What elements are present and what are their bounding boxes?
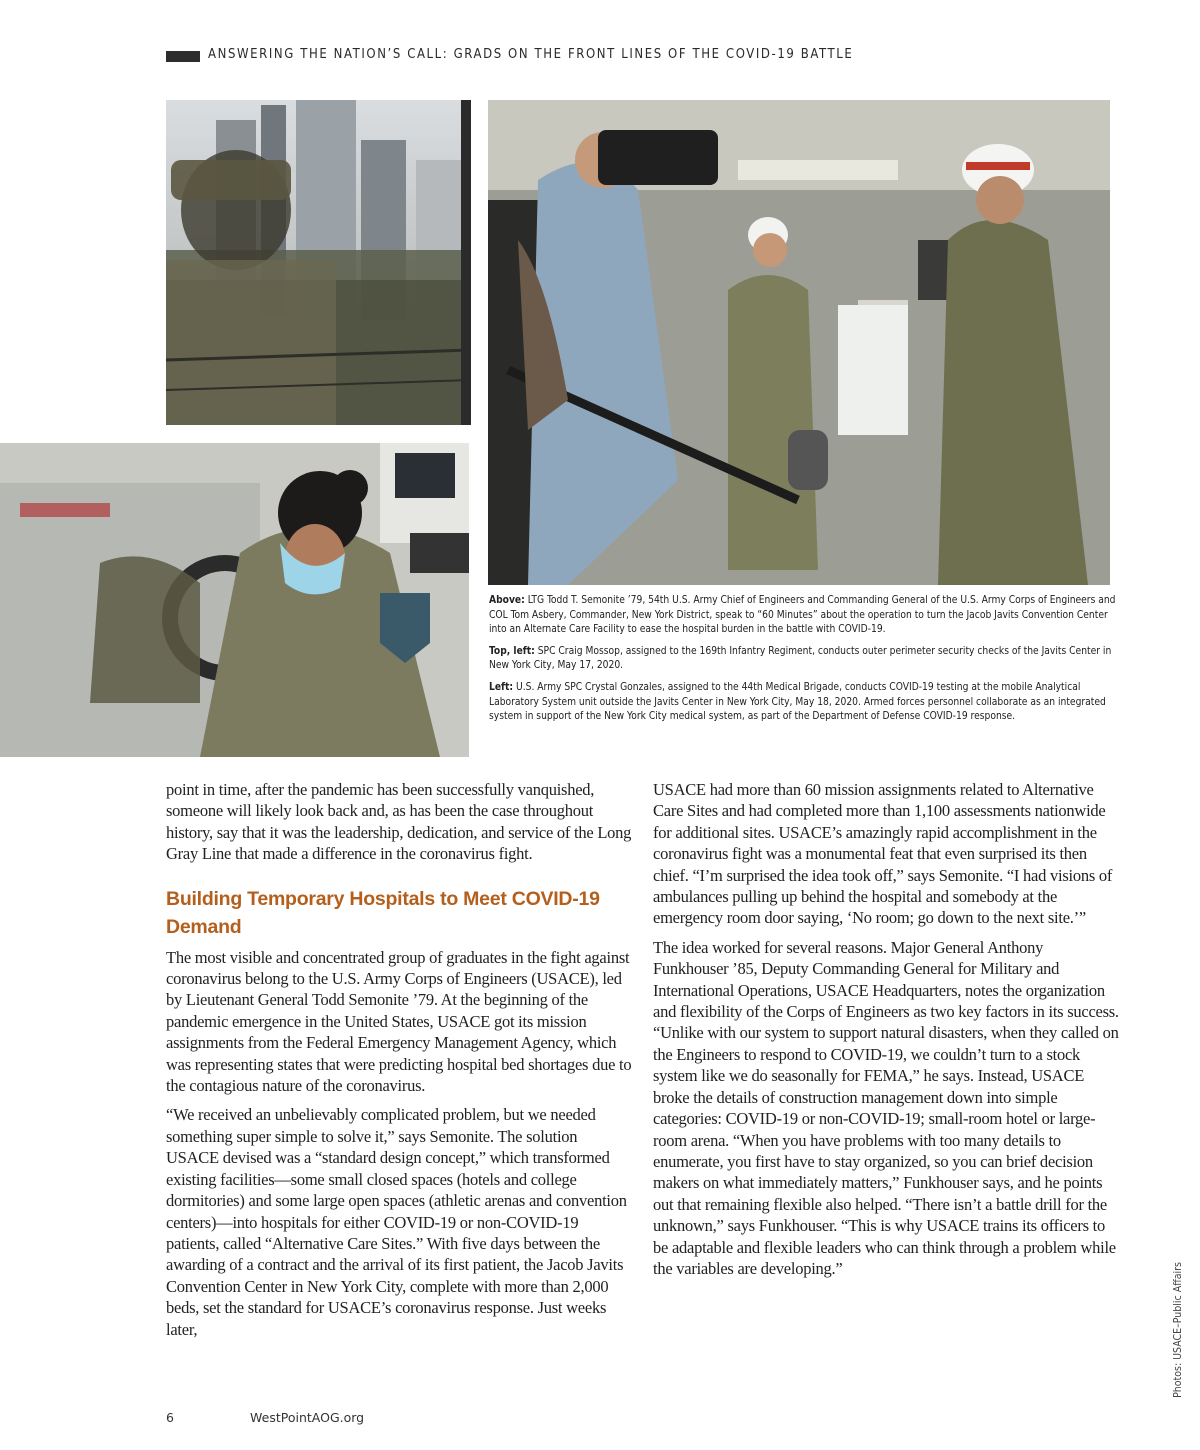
photo-captions [489, 594, 1121, 732]
caption-text: U.S. Army SPC Crystal Gonzales, assigned to the 44th Medical Brigade, conducts COVID-19 testing at the mobile Analytical Laboratory System unit outside the Javits Center in New York City, May 18, 2020. Armed forces personnel collaborate as an integrated system in support of the New York City medical system, as part of the Department of Defense COVID-19 response. [489, 681, 1106, 723]
paragraph: The most visible and concentrated group of graduates in the fight against coronavirus belong to the U.S. Army Corps of Engineers (USACE), led by Lieutenant General Todd Semonite ’79. At the beginning of the pandemic emergence in the United States, USACE got its mission assignments from the Federal Emergency Management Agency, which was representing states that were predicting hospital bed shortages due to the contagious nature of the coronavirus. [166, 947, 632, 1096]
caption-lead: Left: [489, 681, 514, 693]
photo-credit-text: Photos: USACE–Public Affairs [1172, 1262, 1184, 1398]
caption-above [489, 594, 1121, 638]
caption-lead: Top, left: [489, 645, 535, 657]
paragraph: USACE had more than 60 mission assignments related to Alternative Care Sites and had completed more than 1,100 assessments nationwide for additional sites. USACE’s amazingly rapid accomplishment in the coronavirus fight was a monumental feat that even surprised its then chief. “I’m surprised the idea took off,” says Semonite. “I had visions of ambulances pulling up behind the hospital and somebody at the emergency room door saying, ‘No room; go down to the next site.’” [653, 780, 1113, 928]
caption-lead: Above: [489, 595, 525, 606]
paragraph: The idea worked for several reasons. Major General Anthony Funkhouser ’85, Deputy Commanding General for Military and International Operations, USACE Headquarters, notes the organization and flexibility of the Corps of Engineers as two key factors in its success. “Unlike with our system to support natural disasters, when they called on the Engineers to respond to COVID-19, we couldn’t turn to a stock system like we do seasonally for FEMA,” he says. Instead, USACE broke the details of construction management down into simple categories: COVID-19 or non-COVID-19; small-room hotel or large-room arena. “When you have problems with too many details to enumerate, you first have to stay organized, so you can brief decision makers on what immediately matters,” Funkhouser says, and he points out that remaining flexible also helped. “There isn’t a battle drill for the unknown,” says Funkhouser. “This is why USACE trains its officers to be adaptable and flexible leaders who can think through a problem while the variables are developing.” [653, 937, 1119, 1278]
paragraph: point in time, after the pandemic has been successfully vanquished, someone will likely look back and, as has been the case throughout history, say that it was the leadership, dedication, and service of the Long Gray Line that made a difference in the coronavirus fight. [166, 780, 632, 864]
caption-top-left [489, 645, 1121, 674]
footer-website: WestPointAOG.org [250, 1410, 365, 1425]
section-heading: Building Temporary Hospitals to Meet COVID-19 Demand [166, 887, 600, 938]
caption-text: LTG Todd T. Semonite ’79, 54th U.S. Army Chief of Engineers and Commanding General of the U.S. Army Corps of Engineers and COL Tom Asbery, Commander, New York District, speak to “60 Minutes” about the operation to turn the Jacob Javits Convention Center into an Alternate Care Facility to ease the hospital burden in the battle with COVID-19. [489, 595, 1116, 636]
photo-lab-technician [0, 443, 469, 757]
page-number: 6 [166, 1410, 174, 1425]
running-header: ANSWERING THE NATION’S CALL: GRADS ON THE FRONT LINES OF THE COVID-19 BATTLE [208, 47, 854, 62]
caption-text: SPC Craig Mossop, assigned to the 169th Infantry Regiment, conducts outer perimeter security checks of the Javits Center in New York City, May 17, 2020. [489, 645, 1112, 672]
photo-interview [488, 100, 1110, 585]
header-bar [166, 51, 200, 62]
photo-soldier-window [166, 100, 471, 425]
article-column-left [166, 779, 632, 1348]
photo-credit [1163, 1230, 1193, 1430]
article-column-right [653, 779, 1121, 1287]
paragraph: “We received an unbelievably complicated problem, but we needed something super simple to solve it,” says Semonite. The solution USACE devised was a “standard design concept,” which transformed existing facilities—some small closed spaces (hotels and college dormitories) and some large open spaces (athletic arenas and convention centers)—into hospitals for either COVID-19 or non-COVID-19 patients, called “Alternative Care Sites.” With five days between the awarding of a contract and the arrival of its first patient, the Jacob Javits Convention Center in New York City, complete with more than 2,000 beds, set the standard for USACE’s coronavirus response. Just weeks later, [166, 1105, 627, 1339]
caption-left [489, 681, 1121, 725]
